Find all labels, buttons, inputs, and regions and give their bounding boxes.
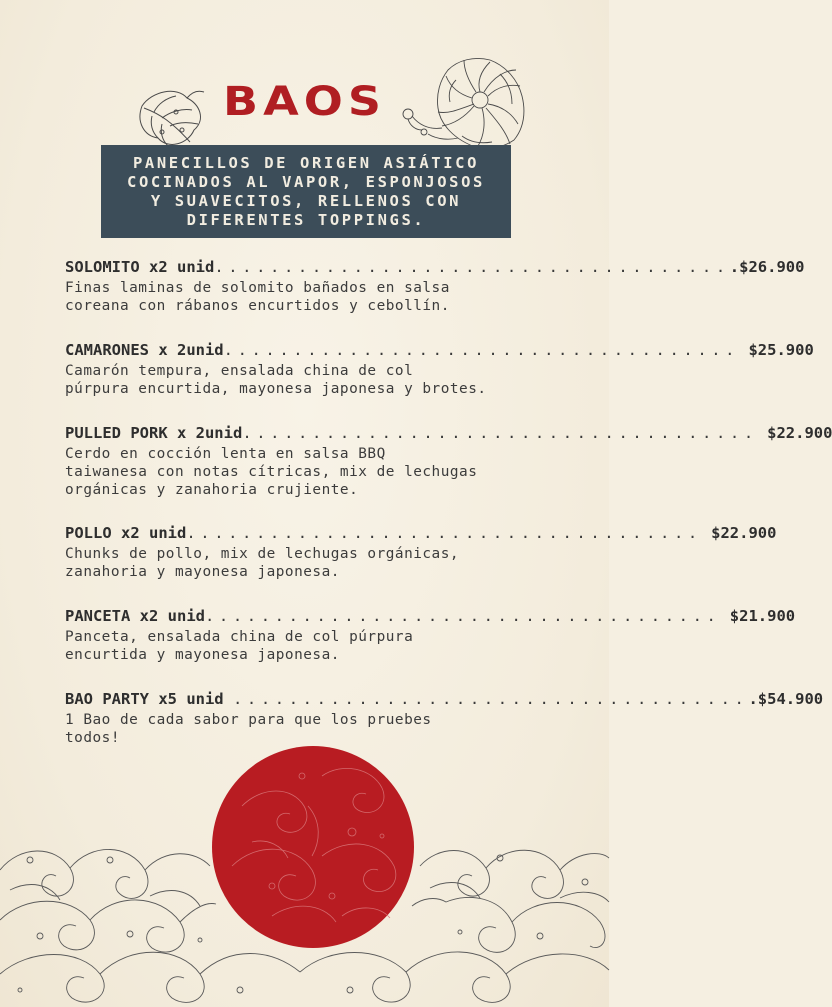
menu-item-panceta [65, 607, 796, 664]
item-price: $25.900 [739, 341, 814, 359]
item-name: CAMARONES x 2unid [65, 341, 224, 359]
dot-leader: ..................................... [232, 690, 749, 708]
item-price: $22.900 [701, 524, 777, 542]
item-name: BAO PARTY x5 unid [65, 690, 233, 708]
item-name: PANCETA x2 unid [65, 607, 205, 625]
subtitle-text: PANECILLOS DE ORIGEN ASIÁTICO COCINADOS AL VAPOR, ESPONJOSOS Y SUAVECITOS, RELLENOS CON DIFERENTES TOPPINGS. [127, 153, 485, 229]
page-title: BAOS [223, 77, 386, 125]
item-description: Finas laminas de solomito bañados en salsa coreana con rábanos encurtidos y cebollín. [65, 280, 450, 314]
red-sun-icon [212, 746, 414, 948]
dot-leader: ..................................... [242, 424, 758, 442]
item-price: $22.900 [757, 424, 832, 442]
menu-item-camarones [65, 341, 814, 398]
menu-item-solomito [65, 258, 805, 315]
subtitle-banner [101, 145, 511, 238]
item-description: Camarón tempura, ensalada china de col púrpura encurtida, mayonesa japonesa y brotes. [65, 363, 487, 397]
item-description: 1 Bao de cada sabor para que los pruebes todos! [65, 712, 432, 746]
item-description: Cerdo en cocción lenta en salsa BBQ taiwanesa con notas cítricas, mix de lechugas orgánicas y zanahoria crujiente. [65, 446, 478, 498]
dot-leader: ..................................... [223, 341, 740, 359]
menu-item-pulled-pork [65, 424, 832, 499]
item-name: POLLO x2 unid [65, 524, 187, 542]
dot-leader: ..................................... [214, 258, 730, 276]
item-price: .$54.900 [748, 690, 824, 708]
item-name: SOLOMITO x2 unid [65, 258, 215, 276]
dot-leader: ..................................... [204, 607, 721, 625]
dot-leader: ..................................... [186, 524, 702, 542]
item-price: .$26.900 [729, 258, 805, 276]
item-name: PULLED PORK x 2unid [65, 424, 243, 442]
menu-item-bao-party [65, 690, 824, 747]
item-description: Panceta, ensalada china de col púrpura encurtida y mayonesa japonesa. [65, 629, 414, 663]
menu-item-pollo [65, 524, 777, 581]
item-price: $21.900 [720, 607, 796, 625]
item-description: Chunks de pollo, mix de lechugas orgánicas, zanahoria y mayonesa japonesa. [65, 546, 460, 580]
